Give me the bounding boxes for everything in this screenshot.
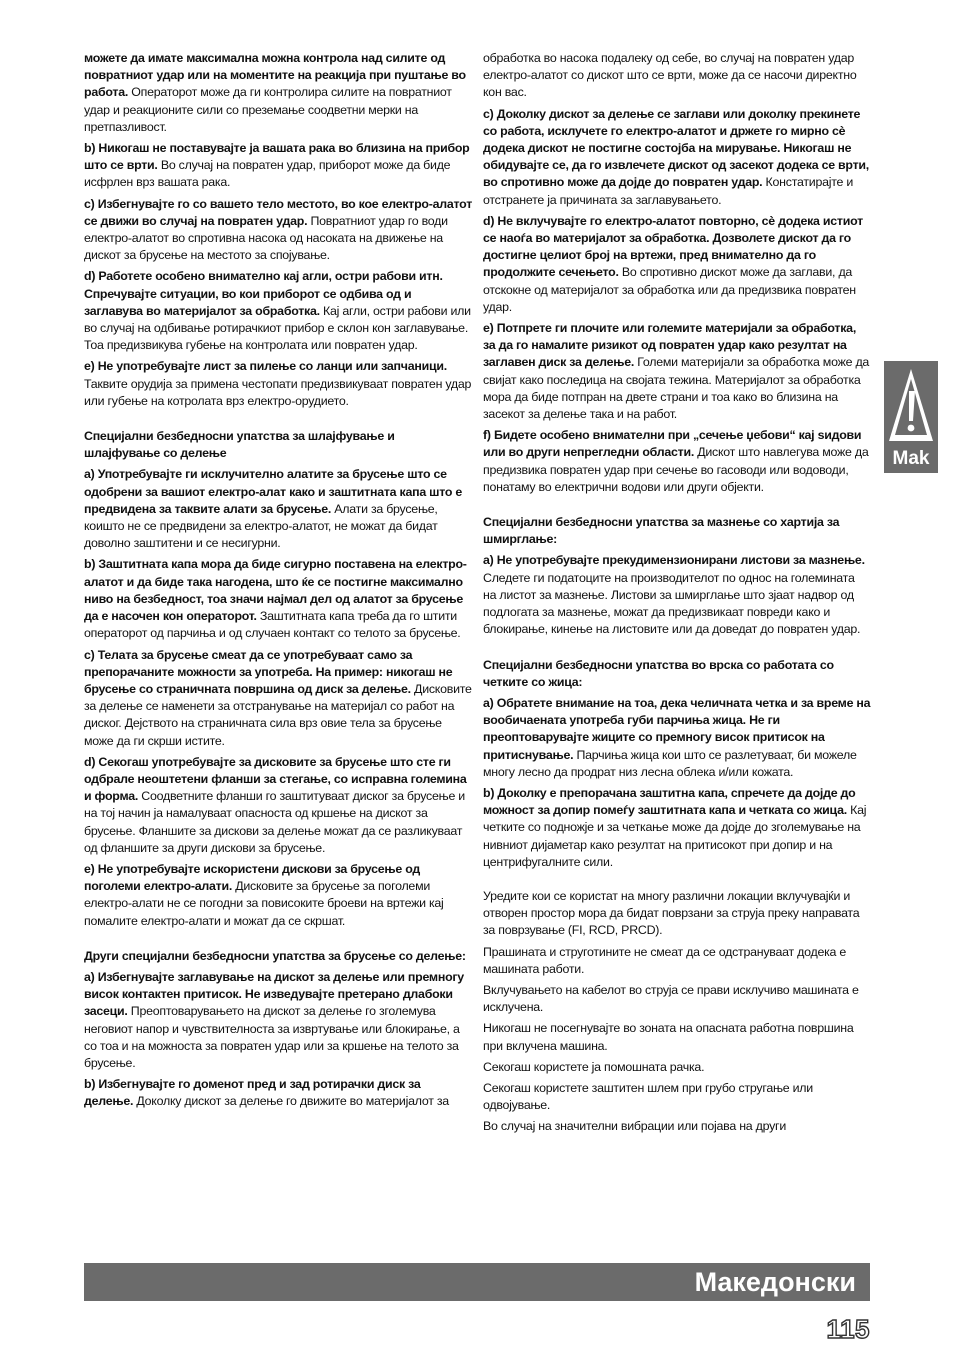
paragraph-bold-lead: a) Обратете внимание на тоа, дека челичната четка и за време на вообичаената употреба губи парчиња жица. Не ги преоптоварувајте жиците со премногу висок притисок на притиснување. (483, 695, 871, 762)
paragraph-body: обработка во насока подалеку од себе, во случај на повратен удар електро-алатот со дискот што се врти, може да се насочи директно кон вас. (483, 51, 857, 100)
paragraph (84, 754, 472, 857)
paragraph-body: Кај четките со подножје и за четкање може да дојде до зголемување на нивниот дијаметар како резултат на притисокот при допир и на центрифугалните сили. (483, 803, 867, 869)
paragraph-body: Таквите орудија за примена честопати предизвикуваат повратен удар или губење на котролата врз електро-орудието. (84, 376, 472, 408)
paragraph-body: Дисковите за делење се наменети за отстранување на материјал со работ на диског. Дејството на страничната сила врз овие тела за брусење може да ги скрши истите. (84, 681, 472, 748)
paragraph-body: Во случај на повратен удар, приборот може да биде исфрлен врз вашата рака. (84, 158, 451, 190)
paragraph-bold-lead: e) Потпрете ги плочите или големите материјали за обработка, за да го намалите ризикот од повратен удар како резултат на заглавен диск за делење. (483, 321, 857, 370)
paragraph-bold-lead: f) Бидете особено внимателни при „сечење џебови“ кај ѕидови или во други непрегледни области. (483, 428, 862, 460)
paragraph (483, 1118, 871, 1135)
paragraph-body: Констатирајте и отстранете ја причината за заглавувањето. (483, 175, 854, 207)
footer-language-title: Македонски (694, 1267, 856, 1297)
paragraph (483, 944, 871, 978)
paragraph-body: Операторот може да ги контролира силите на повратниот удар и реакционите сили со преземање соодветни мерки на претпазливост. (84, 85, 452, 134)
paragraph-body: Вклучувањето на кабелот во струја се прави исклучиво машината е исклучена. (483, 982, 859, 1015)
paragraph-bold-lead: d) Работете особено внимателно кај агли, остри рабови итн. Спречувајте ситуации, во кои приборот се одбива од и заглавува во материјалот за обработка. (84, 269, 443, 318)
paragraph-body: Дискот што навлегува може да предизвика повратен удар при сечење во гасоводи или водоводи, понатаму во електрични водови или други објекти. (483, 445, 869, 494)
paragraph-body: Големи материјали за обработка може да свијат како последица на својата тежина. Материјалот за обработка мора да биде потпран на двете страни и тоа како во близина на засекот за делење така и на работ. (483, 355, 870, 422)
paragraph-bold-lead: b) Заштитната капа мора да биде сигурно поставена на електро-алатот и да биде така нагодена, што ќе се постигне максимално ниво на безбедност, тоа значи најмал дел од алатот за брусење да е насочен кон операторот. (84, 557, 467, 624)
paragraph-bold-lead: b) Доколку е препорачана заштитна капа, спречете да дојде до можност за допир помеѓу заштитната капа и четката со жица. (483, 785, 856, 818)
paragraph (84, 466, 472, 552)
paragraph-body: Уредите кои се користат на многу различни локации вклучувајќи и отворен простор мора да бидат поврзани за струја преку направата за поврзување (FI, RCD, PRCD). (483, 888, 860, 938)
paragraph-body: Дисковите за брусење за поголеми електро-алати не се погодни за повисоките броеви на вртежи кај помалите електро-алати и можат да се скршат. (84, 879, 444, 928)
paragraph-body: Парчиња жица кои што се разлетуваат, би можеле многу лесно да продрат низ лесна облека и/или кожата. (483, 747, 857, 779)
paragraph (84, 969, 472, 1072)
paragraph-body: Следете ги податоците на производителот по однос на големината на листот за мазнење. Листови за шмирглање што зјаат надвор од подлогата за мазнење, можат да предизвикаат повреди како и блокирање, кинење на листовите или да доведат до повратен удар. (483, 570, 861, 637)
paragraph (483, 320, 871, 423)
paragraph (483, 695, 871, 781)
language-tab-label: Mak (892, 448, 930, 469)
section-heading: Специјални безбедносни упатства во врска со работата со четките со жица: (483, 657, 834, 689)
paragraph-bold-lead: e) Не употребувајте лист за пилење со ланци или запчаници. (84, 359, 447, 374)
paragraph (483, 888, 871, 940)
paragraph (483, 213, 871, 316)
paragraph (84, 556, 472, 642)
paragraph-body: Кај агли, остри рабови или во случај на одбивање ротирачкиот прибор е склон кон заглавување. Тоа предизвикува губење на контролата или повратен удар. (84, 303, 471, 353)
paragraph (483, 785, 871, 871)
paragraph-body: Прашината и струготините не смеат да се одстрануваат додека е машината работи. (483, 944, 847, 976)
section-heading: Специјални безбедносни упатства за шлајфување и шлајфување со делење (84, 429, 395, 461)
paragraph (84, 1076, 472, 1110)
paragraph-body: Алати за брусење, коишто не се предвидени за електро-алатот, не можат да бидат доволно заштитени и се несигурни. (84, 501, 438, 551)
paragraph-body: Заштитната капа треба да го штити операторот од парчиња и од случаен контакт со телото за брусење. (84, 609, 461, 641)
paragraph-bold-lead: можете да имате максимална можна контрола над силите од повратниот удар или на моментите на реакција при пуштање во работа. (84, 51, 466, 100)
paragraph-bold-lead: a) Избегнувајте заглавување на дискот за делење или премногу висок контактен притисок. Не изведувајте претерано длабоки засеци. (84, 969, 464, 1019)
paragraph (483, 427, 871, 496)
paragraph (84, 268, 472, 354)
paragraph (483, 50, 871, 102)
right-text-column (483, 50, 871, 1140)
paragraph-bold-lead: d) Не вклучувајте го електро-алатот повторно, сè додека истиот се наоѓа во материјалот за обработка. Дозволете дискот да го достигне целиот број на вртежи, пред внимателно да го продолжите сечењето. (483, 213, 863, 280)
paragraph-body: Соодветните фланши го заштитуваат диског за брусење и на тој начин ја намалуваат опасноста од кршење на дискот за брусење. Фланшите за дискови за делење можат да се разликуваат од фланшите за други дискови за брусење. (84, 789, 465, 855)
paragraph-bold-lead: d) Секогаш употребувајте за дисковите за брусење што сте ги одбрале неоштетени фланши за стегање, со исправна големина и форма. (84, 754, 467, 804)
paragraph-bold-lead: a) Не употребувајте прекудимензионирани листови за мазнење. (483, 553, 865, 568)
paragraph-bold-lead: b) Никогаш не поставувајте ја вашата рака во близина на прибор што се врти. (84, 141, 470, 173)
page-number: 115 (826, 1314, 870, 1344)
paragraph (483, 106, 871, 209)
paragraph-body: Во спротивно дискот може да заглави, да отскокне од материјалот за обработка или да предизвика повратен удар. (483, 265, 856, 314)
paragraph-bold-lead: c) Доколку дискот за делење се заглави или доколку прекинете со работа, исклучете го електро-алатот и држете го мирно сè додека дискот не постигне состојба на мирување. Никогаш не обидувајте се, да го извлечете дискот од засекот додека се врти, во спротивно може да дојде до повратен удар. (483, 106, 869, 190)
paragraph (483, 982, 871, 1016)
paragraph-body: Во случај на значителни вибрации или појава на други (483, 1119, 787, 1134)
paragraph-bold-lead: b) Избегнувајте го доменот пред и зад ротирачки диск за делење. (84, 1077, 421, 1109)
paragraph (84, 50, 472, 136)
paragraph-body: Никогаш не посегнувајте во зоната на опасната работна површина при вклучена машина. (483, 1021, 854, 1053)
paragraph (84, 358, 472, 410)
paragraph-body: Повратниот удар го води електро-алатот во спротивна насока од насоката на движење на дискот за брусење на местото за спојување. (84, 213, 448, 263)
paragraph (483, 1020, 871, 1054)
footer-bar (84, 1263, 870, 1301)
paragraph-bold-lead: a) Употребувајте ги исклучително алатите за брусење што се одобрени за вашиот електро-алат како и заштитната капа што е предвидена за таквите алати за брусење. (84, 467, 463, 516)
language-tab (884, 361, 938, 473)
paragraph (483, 552, 871, 638)
paragraph-bold-lead: c) Телата за брусење смеат да се употребуваат само за препорачаните можности за употреба. На пример: никогаш не брусење со страничната површина од диск за делење. (84, 647, 453, 696)
paragraph-body: Преоптоварувањето на дискот за делење го зголемува неговиот напор и чувствителноста за извртување или блокирање, а со тоа и на можноста за повратен удар или за кршење на телото за брусење. (84, 1004, 460, 1070)
section-heading: Други специјални безбедносни упатства за брусење со делење: (84, 948, 466, 963)
paragraph (84, 140, 472, 192)
paragraph-body: Доколку дискот за делење го движите во материјалот за (133, 1094, 449, 1109)
paragraph-body: Секогаш користете заштитен шлем при грубо стругање или одвојување. (483, 1080, 813, 1113)
left-text-column (84, 50, 472, 1115)
paragraph (84, 196, 472, 265)
section-heading: Специјални безбедносни упатства за мазнење со хартија за шмирглање: (483, 515, 840, 547)
warning-icon (887, 365, 935, 445)
paragraph-bold-lead: c) Избегнувајте го со вашето тело местото, во кое електро-алатот се движи во случај на повратен удар. (84, 196, 473, 228)
paragraph-body: Секогаш користете ја помошната рачка. (483, 1059, 705, 1074)
paragraph (483, 1080, 871, 1114)
paragraph-bold-lead: e) Не употребувајте искористени дискови за брусење од поголеми електро-алати. (84, 861, 420, 894)
paragraph (84, 861, 472, 930)
paragraph (483, 1059, 871, 1076)
paragraph (84, 647, 472, 750)
